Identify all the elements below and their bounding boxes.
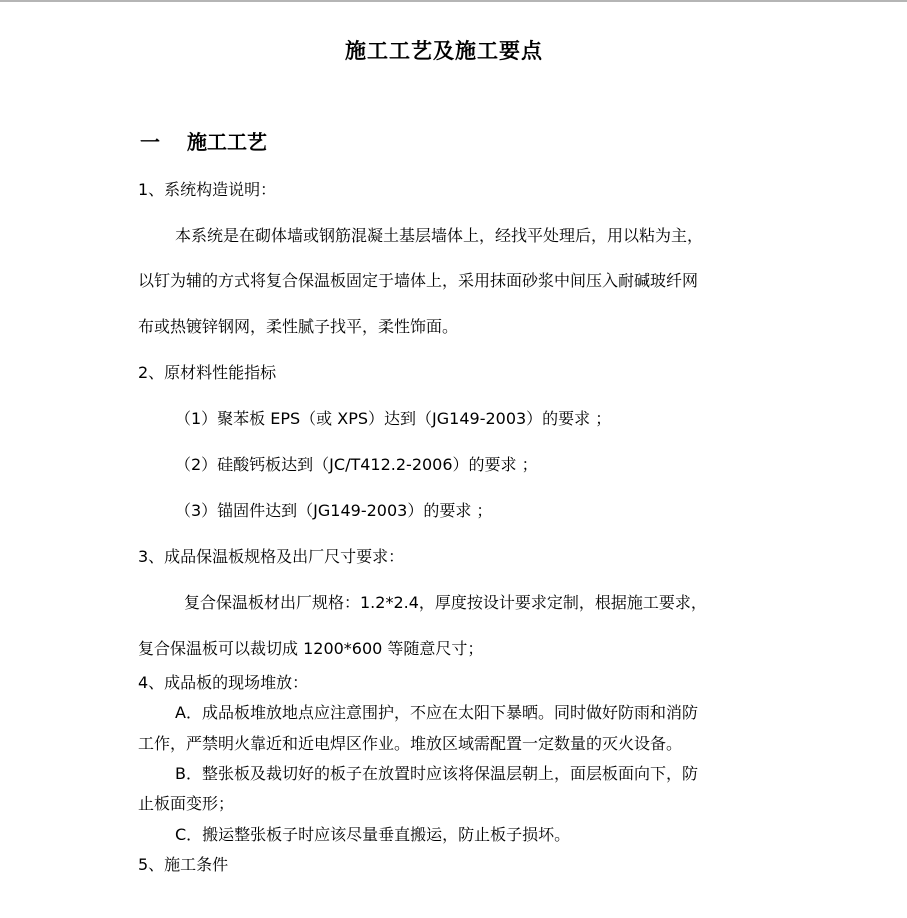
subheading-onsite-stacking: 4、成品板的现场堆放： xyxy=(138,673,309,692)
subheading-construction-conditions: 5、施工条件 xyxy=(138,855,229,874)
section-number: 一 xyxy=(140,130,160,154)
paragraph-line: C．搬运整张板子时应该尽量垂直搬运，防止板子损坏。 xyxy=(175,825,571,844)
section-title: 施工工艺 xyxy=(187,130,267,154)
subheading-board-specification: 3、成品保温板规格及出厂尺寸要求： xyxy=(138,547,405,566)
paragraph-line: 复合保温板可以裁切成 1200*600 等随意尺寸； xyxy=(138,639,484,658)
document-title: 施工工艺及施工要点 xyxy=(345,39,543,63)
paragraph-line: 工作，严禁明火靠近和近电焊区作业。堆放区域需配置一定数量的灭火设备。 xyxy=(138,734,683,753)
list-item: （3）锚固件达到（JG149-2003）的要求 ； xyxy=(175,501,493,520)
paragraph-line: 以钉为辅的方式将复合保温板固定于墙体上，采用抹面砂浆中间压入耐碱玻纤网 xyxy=(138,271,699,290)
page-top-border xyxy=(0,0,907,2)
paragraph-line: B．整张板及裁切好的板子在放置时应该将保温层朝上，面层板面向下，防 xyxy=(175,764,698,783)
subheading-material-indicators: 2、原材料性能指标 xyxy=(138,363,277,382)
paragraph-line: 布或热镀锌钢网，柔性腻子找平，柔性饰面。 xyxy=(138,317,459,336)
paragraph-line: A．成品板堆放地点应注意围护，不应在太阳下暴晒。同时做好防雨和消防 xyxy=(175,703,698,722)
list-item: （1）聚苯板 EPS（或 XPS）达到（JG149-2003）的要求 ； xyxy=(175,409,612,428)
paragraph-line: 本系统是在砌体墙或钢筋混凝土基层墙体上，经找平处理后，用以粘为主， xyxy=(175,226,704,245)
subheading-system-structure: 1、系统构造说明： xyxy=(138,180,277,199)
list-item: （2）硅酸钙板达到（JC/T412.2-2006）的要求 ； xyxy=(175,455,538,474)
section-heading-construction-process xyxy=(140,129,267,155)
paragraph-line: 止板面变形； xyxy=(138,794,235,813)
paragraph-line: 复合保温板材出厂规格：1.2*2.4，厚度按设计要求定制，根据施工要求， xyxy=(184,593,707,612)
